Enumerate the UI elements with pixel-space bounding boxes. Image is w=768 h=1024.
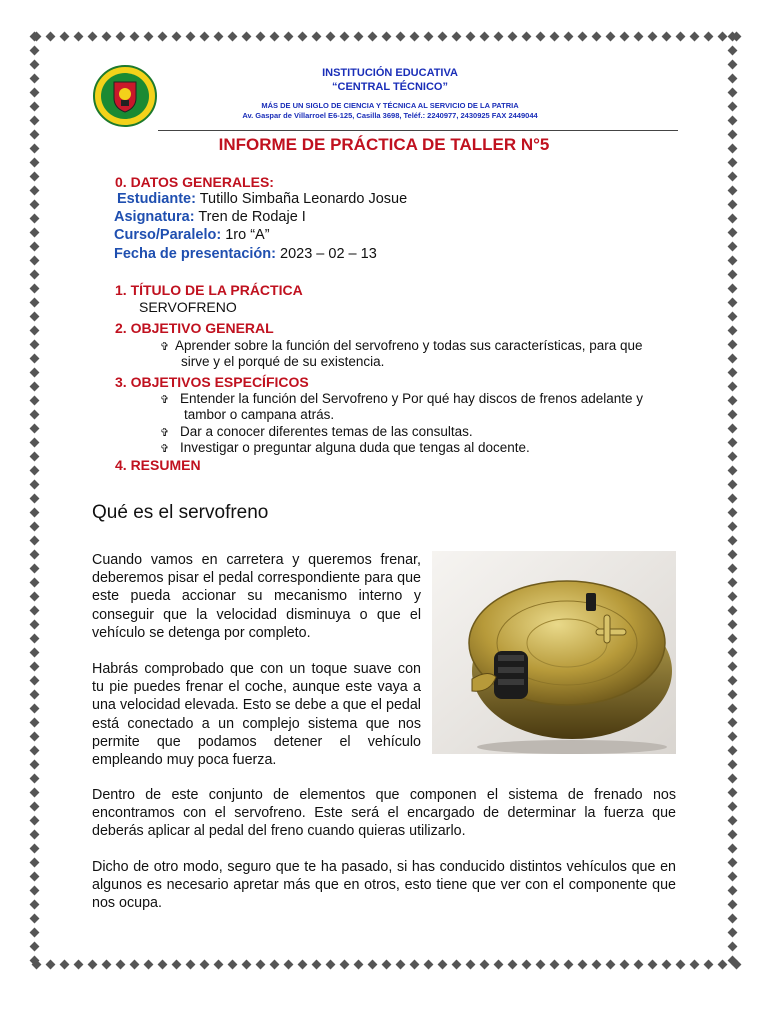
border-diamond <box>728 46 738 56</box>
border-diamond <box>30 886 40 896</box>
border-diamond <box>30 676 40 686</box>
border-diamond <box>676 960 686 970</box>
border-diamond <box>30 634 40 644</box>
border-diamond <box>728 620 738 630</box>
border-diamond <box>728 844 738 854</box>
datos-heading: 0. DATOS GENERALES: <box>115 174 274 190</box>
border-diamond <box>30 802 40 812</box>
border-diamond <box>728 536 738 546</box>
border-diamond <box>728 284 738 294</box>
border-diamond <box>30 928 40 938</box>
subject-value: Tren de Rodaje I <box>198 209 306 225</box>
border-diamond <box>312 960 322 970</box>
border-diamond <box>354 32 364 42</box>
header-divider <box>158 130 678 131</box>
border-diamond <box>30 354 40 364</box>
border-diamond <box>30 648 40 658</box>
border-diamond <box>728 312 738 322</box>
border-diamond <box>30 424 40 434</box>
subject-label: Asignatura: <box>114 209 195 225</box>
border-diamond <box>690 32 700 42</box>
border-diamond <box>606 960 616 970</box>
border-diamond <box>466 960 476 970</box>
border-diamond <box>728 858 738 868</box>
border-diamond <box>30 508 40 518</box>
border-diamond <box>536 960 546 970</box>
border-diamond <box>728 578 738 588</box>
border-diamond <box>30 452 40 462</box>
border-diamond <box>728 956 738 966</box>
border-diamond <box>88 960 98 970</box>
border-diamond <box>30 592 40 602</box>
border-diamond <box>662 960 672 970</box>
border-diamond <box>728 886 738 896</box>
border-diamond <box>728 690 738 700</box>
school-crest-logo <box>92 64 158 128</box>
border-diamond <box>728 60 738 70</box>
border-diamond <box>728 480 738 490</box>
border-diamond <box>728 648 738 658</box>
border-diamond <box>382 32 392 42</box>
subject-field <box>114 209 306 225</box>
border-diamond <box>578 32 588 42</box>
border-diamond <box>728 508 738 518</box>
border-diamond <box>728 158 738 168</box>
border-diamond <box>200 32 210 42</box>
border-diamond <box>242 960 252 970</box>
border-diamond <box>634 32 644 42</box>
border-diamond <box>256 32 266 42</box>
border-diamond <box>728 522 738 532</box>
border-diamond <box>466 32 476 42</box>
border-diamond <box>30 340 40 350</box>
border-diamond <box>30 438 40 448</box>
border-diamond <box>326 32 336 42</box>
border-diamond <box>728 592 738 602</box>
objetivo-general-text-2: sirve y el porqué de su existencia. <box>181 354 385 369</box>
border-diamond <box>728 88 738 98</box>
border-diamond <box>116 32 126 42</box>
border-diamond <box>648 32 658 42</box>
border-diamond <box>30 172 40 182</box>
school-name: “CENTRAL TÉCNICO” <box>332 81 448 93</box>
cross-bullet-icon: ✞ <box>160 443 170 455</box>
servofreno-photo <box>432 551 676 754</box>
border-diamond <box>30 942 40 952</box>
border-diamond <box>728 830 738 840</box>
border-diamond <box>728 424 738 434</box>
border-diamond <box>354 960 364 970</box>
border-diamond <box>592 32 602 42</box>
border-diamond <box>30 774 40 784</box>
course-label: Curso/Paralelo: <box>114 227 222 243</box>
section-heading: Qué es el servofreno <box>92 502 269 523</box>
border-diamond <box>728 452 738 462</box>
border-diamond <box>728 802 738 812</box>
titulo-value: SERVOFRENO <box>139 299 237 315</box>
paragraph-1: Cuando vamos en carretera y queremos frenar, deberemos pisar el pedal correspondiente para que este pueda accionar su mecanismo interno y conseguir que la velocidad disminuya o que el vehículo se detenga por completo. <box>92 552 421 641</box>
objetivo-especifico-1-text: Entender la función del Servofreno y Por qué hay discos de frenos adelante y <box>180 391 644 406</box>
border-diamond <box>30 298 40 308</box>
border-diamond <box>30 396 40 406</box>
header-text-block <box>160 66 620 121</box>
titulo-heading: 1. TÍTULO DE LA PRÁCTICA <box>115 282 303 298</box>
border-diamond <box>494 32 504 42</box>
border-diamond <box>410 32 420 42</box>
border-diamond <box>30 872 40 882</box>
border-diamond <box>30 284 40 294</box>
border-diamond <box>728 564 738 574</box>
border-diamond <box>30 914 40 924</box>
border-diamond <box>30 466 40 476</box>
objetivo-general-heading: 2. OBJETIVO GENERAL <box>115 320 274 336</box>
border-diamond <box>728 200 738 210</box>
border-diamond <box>728 704 738 714</box>
border-diamond <box>256 960 266 970</box>
border-diamond <box>728 228 738 238</box>
border-diamond <box>30 578 40 588</box>
course-field <box>114 227 270 243</box>
border-diamond <box>728 900 738 910</box>
objetivo-especifico-2-text: Dar a conocer diferentes temas de las consultas. <box>180 424 473 439</box>
border-diamond <box>30 158 40 168</box>
border-diamond <box>30 270 40 280</box>
border-diamond <box>728 368 738 378</box>
border-diamond <box>728 914 738 924</box>
border-diamond <box>728 438 738 448</box>
border-diamond <box>30 690 40 700</box>
border-diamond <box>340 960 350 970</box>
border-diamond <box>60 32 70 42</box>
border-diamond <box>382 960 392 970</box>
border-diamond <box>144 960 154 970</box>
border-diamond <box>536 32 546 42</box>
border-diamond <box>728 256 738 266</box>
border-diamond <box>30 46 40 56</box>
border-diamond <box>578 960 588 970</box>
border-diamond <box>728 550 738 560</box>
course-value: 1ro “A” <box>225 227 270 243</box>
border-diamond <box>30 74 40 84</box>
border-diamond <box>620 960 630 970</box>
border-diamond <box>480 32 490 42</box>
border-diamond <box>620 32 630 42</box>
border-diamond <box>30 662 40 672</box>
border-diamond <box>396 960 406 970</box>
border-diamond <box>340 32 350 42</box>
border-diamond <box>494 960 504 970</box>
border-diamond <box>550 960 560 970</box>
student-value: Tutillo Simbaña Leonardo Josue <box>199 191 408 207</box>
student-field <box>117 191 407 207</box>
border-diamond <box>648 960 658 970</box>
border-diamond <box>30 256 40 266</box>
border-diamond <box>728 186 738 196</box>
border-diamond <box>564 32 574 42</box>
border-diamond <box>508 32 518 42</box>
border-diamond <box>30 746 40 756</box>
page-border-right <box>726 30 740 972</box>
objetivo-general-text-1: Aprender sobre la función del servofreno y todas sus características, para que <box>175 338 643 353</box>
border-diamond <box>728 340 738 350</box>
border-diamond <box>30 536 40 546</box>
border-diamond <box>728 928 738 938</box>
border-diamond <box>410 960 420 970</box>
border-diamond <box>74 960 84 970</box>
border-diamond <box>30 60 40 70</box>
border-diamond <box>704 32 714 42</box>
border-diamond <box>326 960 336 970</box>
border-diamond <box>728 606 738 616</box>
border-diamond <box>30 410 40 420</box>
page-border-left <box>28 30 42 972</box>
border-diamond <box>270 32 280 42</box>
border-diamond <box>30 186 40 196</box>
border-diamond <box>728 676 738 686</box>
border-diamond <box>186 32 196 42</box>
border-diamond <box>728 816 738 826</box>
cross-bullet-icon: ✞ <box>160 394 170 406</box>
border-diamond <box>298 32 308 42</box>
border-diamond <box>30 564 40 574</box>
school-address: Av. Gaspar de Villarroel E6-125, Casilla 3698, Teléf.: 2240977, 2430925 FAX 2449044 <box>242 111 538 120</box>
border-diamond <box>728 116 738 126</box>
border-diamond <box>214 32 224 42</box>
institution-name: INSTITUCIÓN EDUCATIVA <box>322 67 458 79</box>
border-diamond <box>200 960 210 970</box>
page-border-bottom <box>30 958 738 972</box>
border-diamond <box>728 214 738 224</box>
border-diamond <box>30 200 40 210</box>
border-diamond <box>284 960 294 970</box>
border-diamond <box>30 494 40 504</box>
border-diamond <box>424 960 434 970</box>
border-diamond <box>728 942 738 952</box>
cross-bullet-icon: ✞ <box>160 341 170 353</box>
border-diamond <box>30 368 40 378</box>
school-motto: MÁS DE UN SIGLO DE CIENCIA Y TÉCNICA AL SERVICIO DE LA PATRIA <box>261 101 519 110</box>
border-diamond <box>30 88 40 98</box>
border-diamond <box>728 32 738 42</box>
border-diamond <box>606 32 616 42</box>
border-diamond <box>728 634 738 644</box>
border-diamond <box>728 74 738 84</box>
border-diamond <box>30 788 40 798</box>
border-diamond <box>728 102 738 112</box>
student-label: Estudiante: <box>117 191 196 207</box>
border-diamond <box>368 960 378 970</box>
date-value: 2023 – 02 – 13 <box>280 246 377 262</box>
border-diamond <box>30 32 40 42</box>
border-diamond <box>60 960 70 970</box>
border-diamond <box>368 32 378 42</box>
border-diamond <box>158 960 168 970</box>
border-diamond <box>186 960 196 970</box>
border-diamond <box>728 788 738 798</box>
border-diamond <box>30 550 40 560</box>
border-diamond <box>704 960 714 970</box>
border-diamond <box>438 32 448 42</box>
border-diamond <box>424 32 434 42</box>
border-diamond <box>74 32 84 42</box>
border-diamond <box>480 960 490 970</box>
paragraph-3: Dentro de este conjunto de elementos que componen el sistema de frenado nos encontramos con el servofreno. Este será el encargado de determinar la fuerza que deberás aplicar al pedal del freno cuando quieras utilizarlo. <box>92 787 676 840</box>
border-diamond <box>728 298 738 308</box>
border-diamond <box>30 718 40 728</box>
border-diamond <box>728 872 738 882</box>
border-diamond <box>550 32 560 42</box>
border-diamond <box>564 960 574 970</box>
border-diamond <box>30 214 40 224</box>
border-diamond <box>728 732 738 742</box>
border-diamond <box>30 704 40 714</box>
border-diamond <box>298 960 308 970</box>
border-diamond <box>728 774 738 784</box>
border-diamond <box>228 32 238 42</box>
border-diamond <box>728 746 738 756</box>
border-diamond <box>522 960 532 970</box>
border-diamond <box>270 960 280 970</box>
border-diamond <box>30 242 40 252</box>
border-diamond <box>438 960 448 970</box>
border-diamond <box>452 32 462 42</box>
border-diamond <box>508 960 518 970</box>
border-diamond <box>728 410 738 420</box>
page-border-top <box>30 30 738 44</box>
border-diamond <box>396 32 406 42</box>
border-diamond <box>522 32 532 42</box>
cross-bullet-icon: ✞ <box>160 427 170 439</box>
border-diamond <box>592 960 602 970</box>
border-diamond <box>102 960 112 970</box>
paragraph-4: Dicho de otro modo, seguro que te ha pasado, si has conducido distintos vehículos que en algunos es necesario apretar más que en otros, esto tiene que ver con el componente que nos ocupa. <box>92 859 676 912</box>
border-diamond <box>728 270 738 280</box>
border-diamond <box>172 32 182 42</box>
border-diamond <box>130 32 140 42</box>
border-diamond <box>30 858 40 868</box>
border-diamond <box>728 396 738 406</box>
border-diamond <box>728 494 738 504</box>
border-diamond <box>30 900 40 910</box>
date-label: Fecha de presentación: <box>114 246 276 262</box>
date-field <box>114 246 377 262</box>
border-diamond <box>30 228 40 238</box>
border-diamond <box>228 960 238 970</box>
border-diamond <box>30 116 40 126</box>
border-diamond <box>30 760 40 770</box>
border-diamond <box>46 32 56 42</box>
border-diamond <box>30 956 40 966</box>
border-diamond <box>728 718 738 728</box>
border-diamond <box>30 326 40 336</box>
border-diamond <box>728 172 738 182</box>
border-diamond <box>214 960 224 970</box>
border-diamond <box>116 960 126 970</box>
border-diamond <box>158 32 168 42</box>
border-diamond <box>728 242 738 252</box>
border-diamond <box>728 662 738 672</box>
resumen-heading: 4. RESUMEN <box>115 457 201 473</box>
objetivo-especifico-3 <box>160 439 530 458</box>
border-diamond <box>102 32 112 42</box>
border-diamond <box>242 32 252 42</box>
border-diamond <box>88 32 98 42</box>
border-diamond <box>30 102 40 112</box>
border-diamond <box>312 32 322 42</box>
border-diamond <box>452 960 462 970</box>
border-diamond <box>30 620 40 630</box>
border-diamond <box>30 312 40 322</box>
border-diamond <box>30 522 40 532</box>
objetivo-especifico-3-text: Investigar o preguntar alguna duda que tengas al docente. <box>180 440 530 455</box>
border-diamond <box>30 732 40 742</box>
objetivo-especifico-1-cont: tambor o campana atrás. <box>184 407 335 422</box>
border-diamond <box>676 32 686 42</box>
report-title: INFORME DE PRÁCTICA DE TALLER N°5 <box>218 135 550 154</box>
border-diamond <box>30 382 40 392</box>
border-diamond <box>728 382 738 392</box>
border-diamond <box>30 844 40 854</box>
border-diamond <box>690 960 700 970</box>
border-diamond <box>30 480 40 490</box>
border-diamond <box>144 32 154 42</box>
border-diamond <box>30 830 40 840</box>
border-diamond <box>728 466 738 476</box>
objetivos-especificos-heading: 3. OBJETIVOS ESPECÍFICOS <box>115 374 309 390</box>
border-diamond <box>662 32 672 42</box>
border-diamond <box>130 960 140 970</box>
border-diamond <box>728 354 738 364</box>
border-diamond <box>728 326 738 336</box>
border-diamond <box>284 32 294 42</box>
border-diamond <box>46 960 56 970</box>
paragraph-2: Habrás comprobado que con un toque suave con tu pie puedes frenar el coche, aunque este vaya a una velocidad elevada. Esto se debe a que el pedal está conectado a un complejo sistema que nos permite que podamos detener el vehículo empleando muy poca fuerza. <box>92 661 421 769</box>
border-diamond <box>30 606 40 616</box>
border-diamond <box>30 816 40 826</box>
border-diamond <box>634 960 644 970</box>
border-diamond <box>728 760 738 770</box>
border-diamond <box>172 960 182 970</box>
